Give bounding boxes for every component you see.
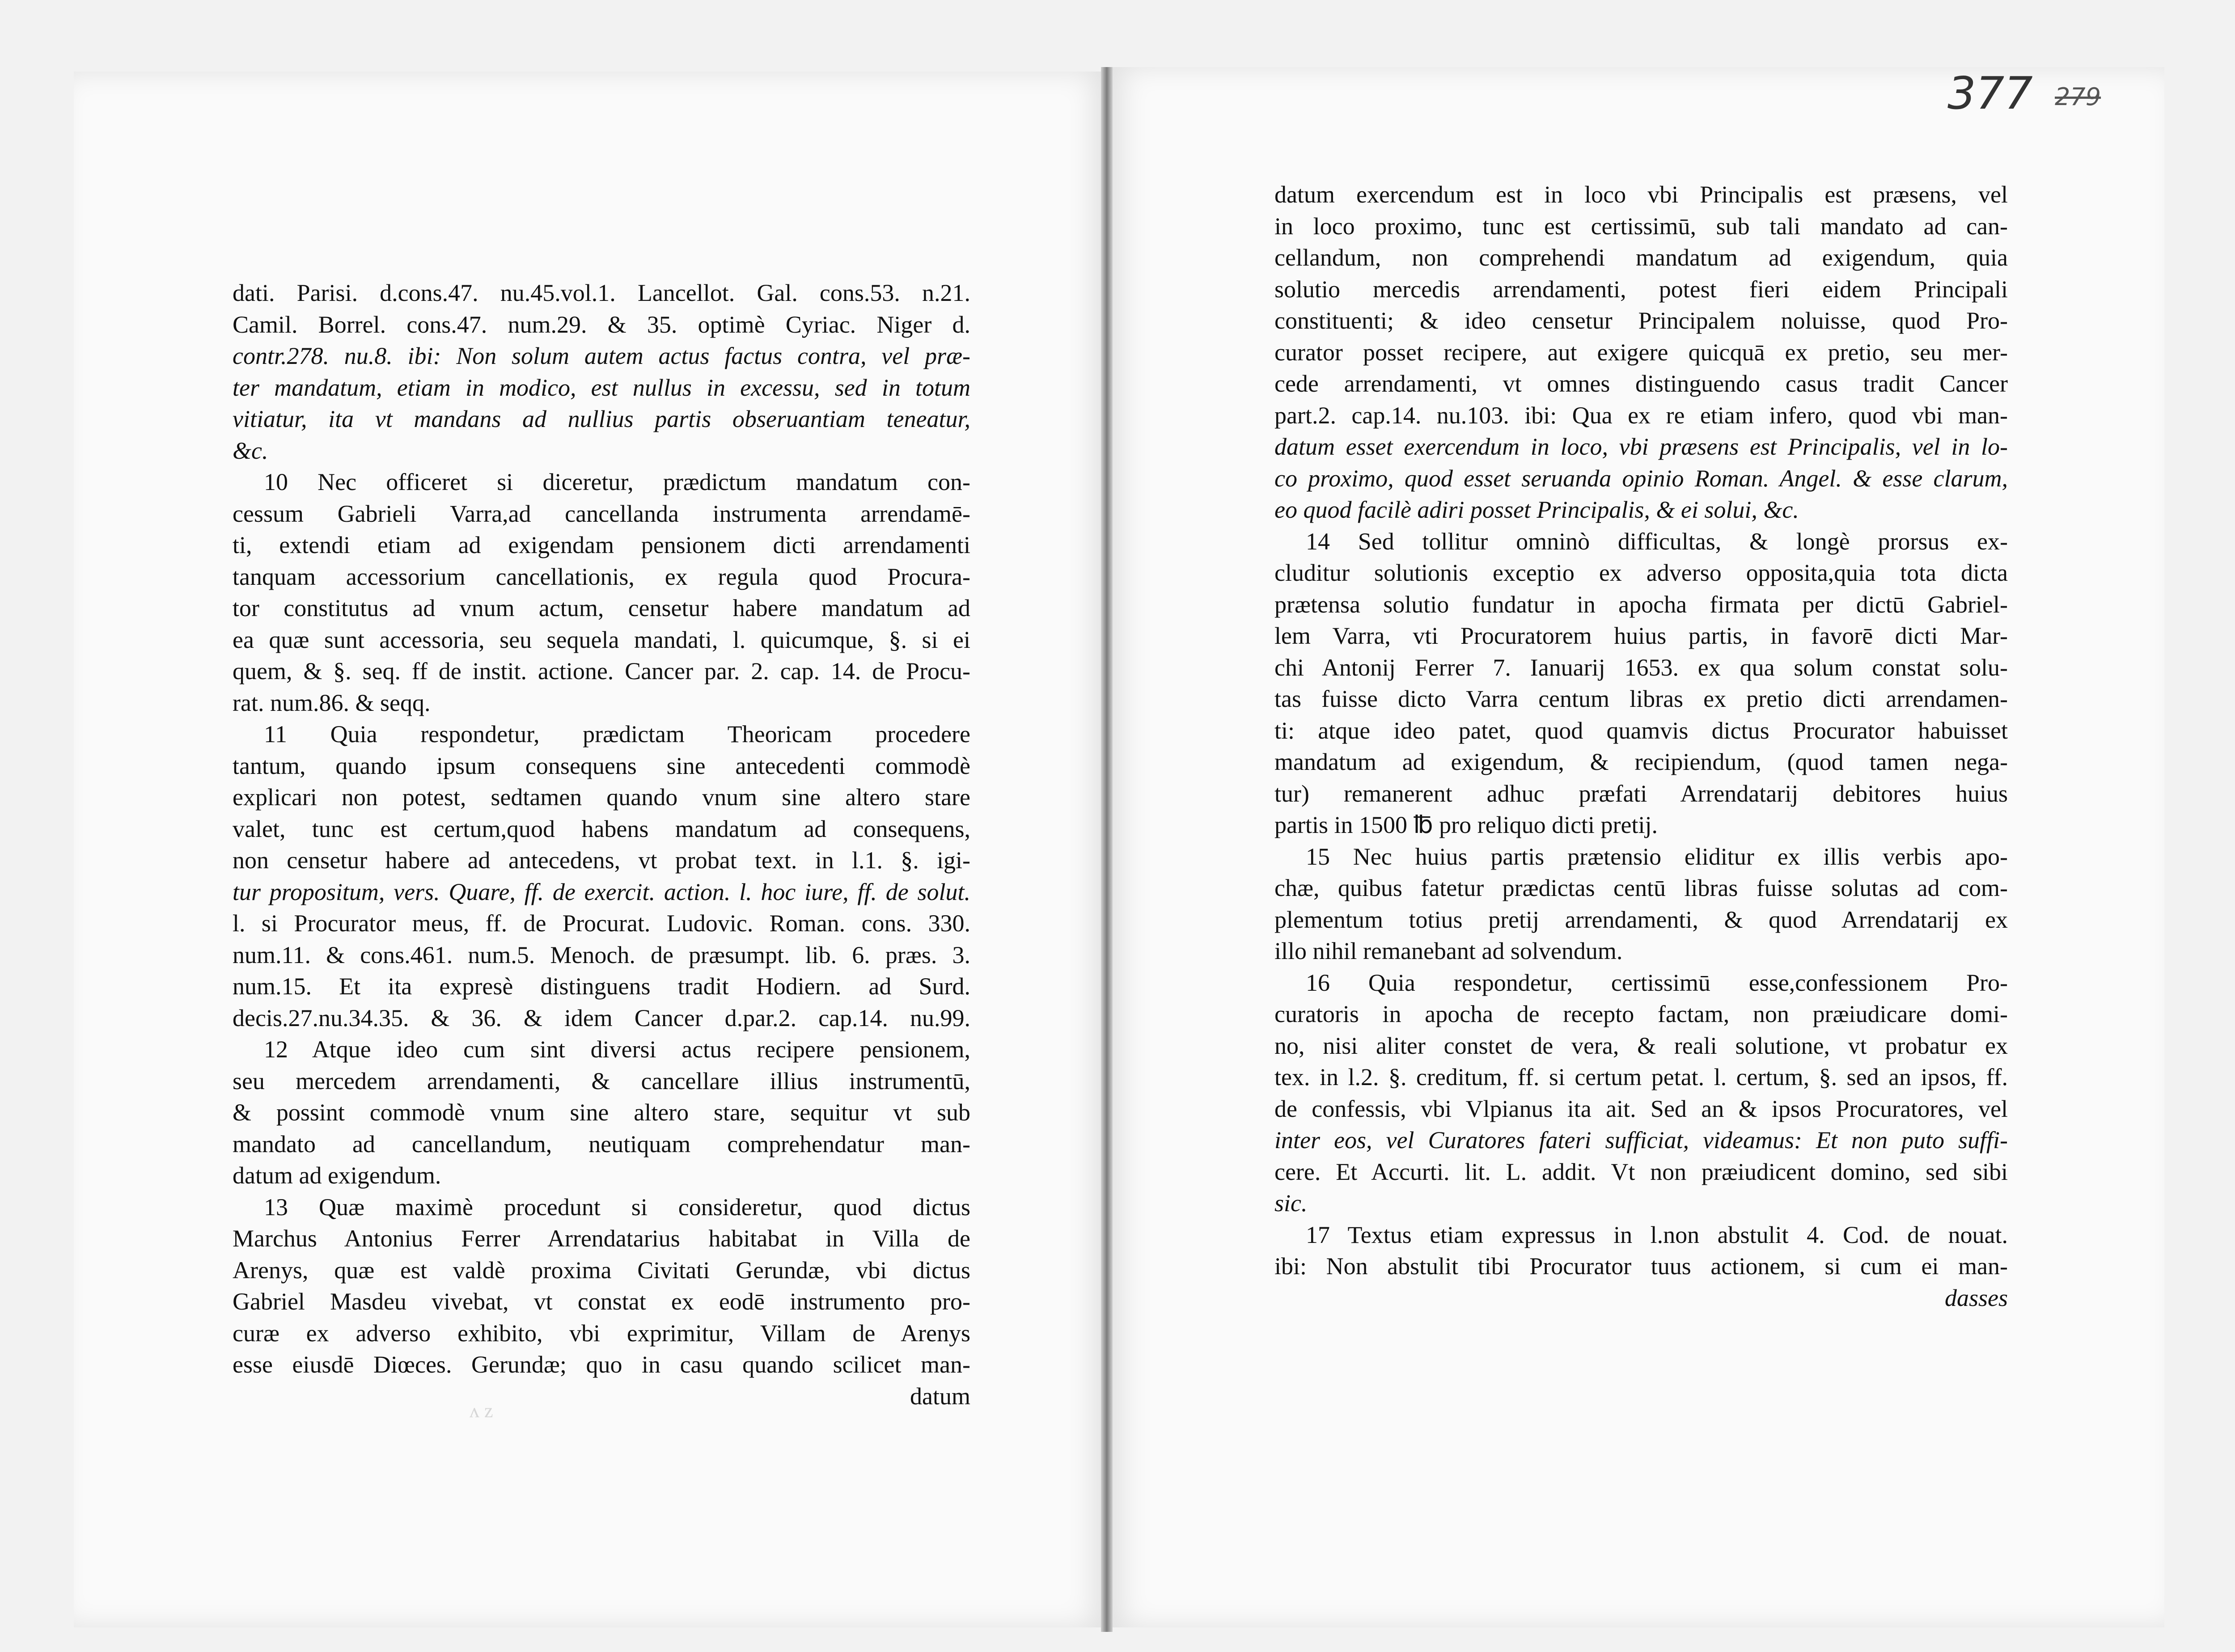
- folio-number-old: 279: [2055, 83, 2101, 111]
- text-line: partis in 1500 ℔ pro reliquo dicti pretij.: [1274, 811, 1658, 838]
- text-line: tas fuisse dicto Varra centum libras ex pretio dicti arrendamen-: [1274, 685, 2008, 712]
- text-line: Camil. Borrel. cons.47. num.29. & 35. optimè Cyriac. Niger d.: [233, 311, 970, 338]
- text-line: cede arrendamenti, vt omnes distinguendo casus tradit Cancer: [1274, 370, 2008, 397]
- text-line: illo nihil remanebant ad solvendum.: [1274, 938, 1623, 964]
- text-line: datum ad exigendum.: [233, 1162, 441, 1189]
- text-line: tur propositum, vers. Quare, ff. de exercit. action. l. hoc iure, ff. de solut.: [233, 878, 970, 905]
- paragraph-start: 15 Nec huius partis prætensio eliditur ex illis verbis apo-: [1306, 843, 2008, 870]
- text-line: Arenys, quæ est valdè proxima Civitati Gerundæ, vbi dictus: [233, 1256, 970, 1284]
- text-line: constituenti; & ideo censetur Principalem noluisse, quod Pro-: [1274, 307, 2008, 334]
- text-line: cere. Et Accurti. lit. L. addit. Vt non præiudicent domino, sed sibi: [1274, 1158, 2008, 1185]
- text-line: de confessis, vbi Vlpianus ita ait. Sed an & ipsos Procuratores, vel: [1274, 1095, 2008, 1122]
- text-line: Marchus Antonius Ferrer Arrendatarius habitabat in Villa de: [233, 1225, 970, 1252]
- folio-number: 377: [1947, 67, 2033, 119]
- text-line: plementum totius pretij arrendamenti, & quod Arrendatarij ex: [1274, 906, 2008, 933]
- text-line: mandato ad cancellandum, neutiquam comprehendatur man-: [233, 1130, 970, 1158]
- text-line: tur) remanerent adhuc præfati Arrendatarij debitores huius: [1274, 780, 2008, 807]
- text-line: ibi: Non abstulit tibi Procurator tuus actionem, si cum ei man-: [1274, 1253, 2008, 1280]
- text-line: dati. Parisi. d.cons.47. nu.45.vol.1. Lancellot. Gal. cons.53. n.21.: [233, 279, 970, 306]
- bleed-through-mark: ᴧ ᴢ: [470, 1400, 493, 1422]
- text-line: curæ ex adverso exhibito, vbi exprimitur, Villam de Arenys: [233, 1319, 970, 1347]
- text-line: seu mercedem arrendamenti, & cancellare illius instrumentū,: [233, 1067, 970, 1094]
- text-line: co proximo, quod esset seruanda opinio Roman. Angel. & esse clarum,: [1274, 465, 2008, 492]
- paragraph-start: 13 Quæ maximè procedunt si consideretur, quod dictus: [264, 1193, 970, 1221]
- text-line: datum esset exercendum in loco, vbi præsens est Principalis, vel in lo-: [1274, 433, 2008, 460]
- catchword: dasses: [1944, 1284, 2008, 1311]
- text-line: sic.: [1274, 1190, 1308, 1217]
- right-page-text: [1274, 179, 2008, 1314]
- text-line: prætensa solutio fundatur in apocha firmata per dictū Gabriel-: [1274, 591, 2008, 618]
- text-line: chi Antonij Ferrer 7. Ianuarij 1653. ex qua solum constat solu-: [1274, 654, 2008, 681]
- paragraph-start: 12 Atque ideo cum sint diversi actus recipere pensionem,: [264, 1036, 970, 1063]
- catchword: datum: [910, 1382, 970, 1410]
- text-line: Gabriel Masdeu vivebat, vt constat ex eodē instrumento pro-: [233, 1288, 970, 1315]
- text-line: valet, tunc est certum,quod habens mandatum ad consequens,: [233, 815, 970, 842]
- text-line: tanquam accessorium cancellationis, ex regula quod Procura-: [233, 563, 970, 590]
- text-line: cluditur solutionis exceptio ex adverso opposita,quia tota dicta: [1274, 559, 2008, 586]
- text-line: explicari non potest, sedtamen quando vnum sine altero stare: [233, 784, 970, 811]
- paragraph-start: 16 Quia respondetur, certissimū esse,confessionem Pro-: [1306, 969, 2008, 996]
- text-line: inter eos, vel Curatores fateri sufficiat, videamus: Et non puto suffi-: [1274, 1127, 2008, 1153]
- paragraph-start: 10 Nec officeret si diceretur, prædictum mandatum con-: [264, 469, 970, 495]
- text-line: ter mandatum, etiam in modico, est nullus in excessu, sed in totum: [233, 374, 970, 401]
- text-line: vitiatur, ita vt mandans ad nullius partis obseruantiam teneatur,: [233, 406, 970, 432]
- text-line: rat. num.86. & seqq.: [233, 689, 431, 716]
- text-line: cessum Gabrieli Varra,ad cancellanda instrumenta arrendamē-: [233, 500, 970, 527]
- text-line: ti, extendi etiam ad exigendam pensionem dicti arrendamenti: [233, 532, 970, 558]
- text-line: &c.: [233, 437, 268, 464]
- text-line: contr.278. nu.8. ibi: Non solum autem actus factus contra, vel præ-: [233, 342, 970, 369]
- paragraph-start: 11 Quia respondetur, prædictam Theoricam procedere: [264, 721, 970, 748]
- text-line: tor constitutus ad vnum actum, censetur habere mandatum ad: [233, 595, 970, 621]
- text-line: tantum, quando ipsum consequens sine antecedenti commodè: [233, 752, 970, 779]
- text-line: datum exercendum est in loco vbi Principalis est præsens, vel: [1274, 181, 2008, 208]
- book-gutter: [1101, 67, 1113, 1632]
- text-line: esse eiusdē Diœces. Gerundæ; quo in casu quando scilicet man-: [233, 1351, 970, 1378]
- text-line: no, nisi aliter constet de vera, & reali solutione, vt probatur ex: [1274, 1032, 2008, 1059]
- text-line: cellandum, non comprehendi mandatum ad exigendum, quia: [1274, 244, 2008, 271]
- text-line: curatoris in apocha de recepto factam, non præiudicare domi-: [1274, 1001, 2008, 1027]
- text-line: ea quæ sunt accessoria, seu sequela mandati, l. quicumque, §. si ei: [233, 626, 970, 653]
- text-line: lem Varra, vti Procuratorem huius partis, in favorē dicti Mar-: [1274, 622, 2008, 649]
- left-page-text: [233, 277, 970, 1412]
- text-line: non censetur habere ad antecedens, vt probat text. in l.1. §. igi-: [233, 847, 970, 874]
- text-line: in loco proximo, tunc est certissimū, sub tali mandato ad can-: [1274, 212, 2008, 240]
- paragraph-start: 14 Sed tollitur omninò difficultas, & longè prorsus ex-: [1306, 528, 2008, 555]
- text-line: part.2. cap.14. nu.103. ibi: Qua ex re etiam infero, quod vbi man-: [1274, 401, 2008, 429]
- text-line: mandatum ad exigendum, & recipiendum, (quod tamen nega-: [1274, 748, 2008, 775]
- text-line: & possint commodè vnum sine altero stare, sequitur vt sub: [233, 1099, 970, 1126]
- text-line: curator posset recipere, aut exigere quicquā ex pretio, seu mer-: [1274, 338, 2008, 366]
- text-line: num.11. & cons.461. num.5. Menoch. de præsumpt. lib. 6. præs. 3.: [233, 941, 970, 968]
- paragraph-start: 17 Textus etiam expressus in l.non abstulit 4. Cod. de nouat.: [1306, 1221, 2008, 1248]
- text-line: eo quod facilè adiri posset Principalis, & ei solui, &c.: [1274, 496, 1799, 523]
- text-line: chæ, quibus fatetur prædictas centū libras fuisse solutas ad com-: [1274, 875, 2008, 901]
- text-line: tex. in l.2. §. creditum, ff. si certum petat. l. certum, §. sed an ipsos, ff.: [1274, 1064, 2008, 1090]
- text-line: quem, & §. seq. ff de instit. actione. Cancer par. 2. cap. 14. de Procu-: [233, 658, 970, 684]
- text-line: l. si Procurator meus, ff. de Procurat. Ludovic. Roman. cons. 330.: [233, 910, 970, 937]
- text-line: decis.27.nu.34.35. & 36. & idem Cancer d.par.2. cap.14. nu.99.: [233, 1004, 970, 1031]
- text-line: solutio mercedis arrendamenti, potest fieri eidem Principali: [1274, 275, 2008, 303]
- text-line: ti: atque ideo patet, quod quamvis dictus Procurator habuisset: [1274, 717, 2008, 744]
- text-line: num.15. Et ita expresè distinguens tradit Hodiern. ad Surd.: [233, 973, 970, 1000]
